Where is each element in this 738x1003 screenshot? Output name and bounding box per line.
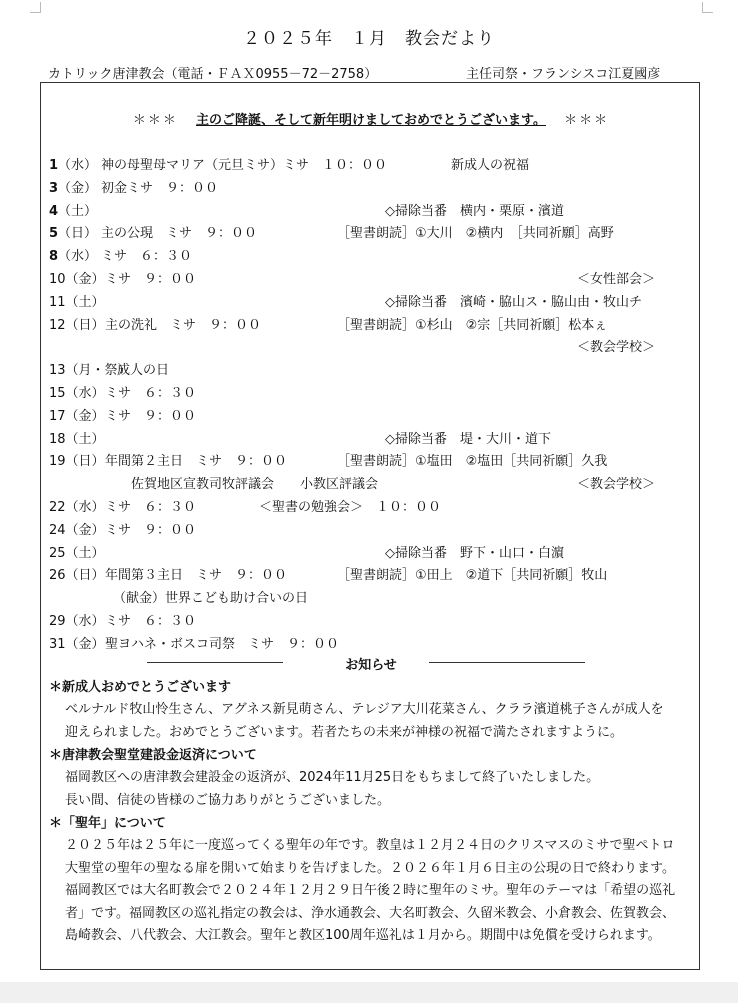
schedule-event: 成人の日 (117, 363, 170, 379)
schedule-weekday: （金） (65, 636, 105, 652)
schedule-weekday: （土） (65, 294, 105, 310)
page-corner-mark (702, 2, 713, 13)
schedule-row (49, 543, 695, 566)
schedule-note: 新成人の祝福 (451, 158, 530, 173)
schedule-row (49, 155, 695, 178)
schedule-date (49, 520, 105, 543)
window-bottom-strip (0, 982, 738, 1003)
schedule-event: 神の母聖母マリア（元旦ミサ）ミサ １０：００ (101, 158, 388, 173)
schedule-weekday: （水） (65, 499, 105, 515)
notice-adult (49, 677, 695, 744)
schedule-row (49, 451, 695, 474)
schedule-day-number: 17 (49, 408, 66, 424)
schedule-day-number: 13 (49, 363, 66, 379)
schedule-date (49, 543, 105, 566)
schedule-event: ミサ ６：３０ (101, 249, 193, 265)
schedule-row (49, 383, 695, 406)
notice-rule-right (429, 662, 585, 663)
notice-text: 長い間、信徒の皆様のご協力ありがとうございました。 (65, 792, 391, 808)
schedule-date (49, 451, 105, 474)
schedule-event: ミサ ６：３０ (105, 613, 197, 629)
notice-text: 島崎教会、八代教会、大江教会。聖年と教区100周年巡礼は１月から。期間中は免償を受けられます。 (65, 928, 661, 943)
schedule-weekday: （金） (65, 522, 105, 538)
schedule-row (49, 223, 695, 246)
schedule-list (49, 155, 695, 657)
schedule-day-number: 8 (49, 249, 59, 265)
schedule-day-number: 22 (49, 499, 66, 515)
schedule-row (49, 588, 695, 611)
schedule-row (49, 178, 695, 201)
schedule-row (49, 246, 695, 269)
notice-text: 者」です。福岡教区の巡礼指定の教会は、浄水通教会、大名町教会、久留米教会、小倉教会、佐賀教会、 (65, 905, 675, 921)
schedule-weekday: （水） (58, 158, 98, 173)
schedule-date (49, 315, 105, 338)
schedule-row (49, 497, 695, 520)
cleaning-duty: ◇掃除当番 野下・山口・白濵 (385, 545, 564, 561)
notice-header (41, 652, 701, 674)
schedule-date (49, 406, 105, 429)
notice-text: 福岡教区では大名町教会で２０２４年１２月２９日午後２時に聖年のミサ。聖年のテーマは「希望の巡礼 (65, 883, 676, 898)
schedule-date (49, 383, 105, 406)
schedule-row (49, 337, 695, 360)
priest-name: 主任司祭・フランシスコ江夏國彦 (466, 67, 661, 82)
schedule-date (49, 429, 105, 452)
schedule-day-number: 15 (49, 385, 66, 401)
schedule-event: ミサ ９：００ (105, 408, 197, 424)
notice-heading: ＊唐津教会聖堂建設金返済について (49, 748, 257, 763)
notice-heading: ＊新成人おめでとうございます (49, 680, 232, 695)
schedule-date (49, 223, 97, 246)
schedule-weekday: （水） (65, 613, 105, 629)
greeting-stars-right: ＊＊＊ (564, 113, 610, 128)
schedule-day-number: 18 (49, 431, 66, 447)
schedule-weekday: （金） (65, 271, 105, 287)
schedule-day-number: 5 (49, 226, 59, 242)
notice-title: お知らせ (345, 658, 397, 673)
schedule-row (49, 429, 695, 452)
schedule-date (49, 155, 97, 178)
schedule-row (49, 565, 695, 588)
schedule-group-event: ＜女性部会＞ (577, 271, 656, 287)
greeting-stars-left: ＊＊＊ (132, 113, 178, 128)
schedule-event: ミサ ６：３０ (105, 499, 197, 515)
schedule-day-number: 1 (49, 158, 59, 173)
schedule-weekday: （日） (65, 568, 105, 584)
notice-jubilee (49, 813, 695, 948)
schedule-group-event: ＜教会学校＞ (577, 340, 656, 356)
schedule-readers: ［聖書朗読］①大川 ②横内 ［共同祈願］高野 (337, 226, 614, 242)
schedule-weekday: （土） (65, 545, 105, 561)
notice-heading: ＊「聖年」について (49, 816, 166, 831)
schedule-weekday: （金） (65, 408, 105, 424)
schedule-event: 初金ミサ ９：００ (101, 180, 219, 196)
schedule-row (49, 292, 695, 315)
notice-text: ベルナルド牧山怜生さん、アグネス新見萌さん、テレジア大川花菜さん、クララ濱道桃子さんが成人を (65, 702, 664, 717)
schedule-day-number: 19 (49, 454, 66, 470)
schedule-day-number: 29 (49, 613, 66, 629)
schedule-event: （献金）世界こども助け合いの日 (113, 591, 309, 607)
schedule-event: 聖ヨハネ・ボスコ司祭 ミサ ９：００ (105, 636, 340, 652)
schedule-event: 年間第２主日 ミサ ９：００ (105, 454, 288, 470)
schedule-event: 佐賀地区宣教司牧評議会 小教区評議会 (131, 477, 379, 493)
schedule-weekday: （月・祭） (65, 363, 131, 379)
schedule-date (49, 565, 105, 588)
schedule-day-number: 12 (49, 317, 66, 333)
schedule-weekday: （水） (65, 385, 105, 401)
schedule-row (49, 269, 695, 292)
schedule-weekday: （金） (58, 180, 98, 196)
schedule-row (49, 406, 695, 429)
schedule-day-number: 10 (49, 271, 66, 287)
page-corner-mark (30, 2, 41, 13)
notice-text: 福岡教区への唐津教会建設金の返済が、2024年11月25日をもちまして終了いたしました。 (65, 770, 600, 785)
schedule-row (49, 474, 695, 497)
schedule-date (49, 201, 97, 224)
newsletter-frame (40, 82, 700, 970)
schedule-day-number: 31 (49, 636, 66, 652)
schedule-date (49, 292, 105, 315)
schedule-date (49, 497, 105, 520)
schedule-day-number: 25 (49, 545, 66, 561)
schedule-weekday: （日） (58, 226, 98, 242)
schedule-day-number: 26 (49, 568, 66, 584)
schedule-event: 主の公現 ミサ ９：００ (101, 226, 258, 242)
schedule-row (49, 611, 695, 634)
schedule-weekday: （水） (58, 249, 98, 265)
cleaning-duty: ◇掃除当番 堤・大川・道下 (385, 431, 551, 447)
notice-text: 迎えられました。おめでとうございます。若者たちの未来が神様の祝福で満たされますように。 (65, 724, 623, 740)
schedule-readers: ［聖書朗読］①塩田 ②塩田［共同祈願］久我 (337, 454, 608, 470)
schedule-date (49, 269, 105, 292)
schedule-weekday: （土） (58, 203, 98, 219)
schedule-weekday: （日） (65, 454, 105, 470)
schedule-event: ミサ ６：３０ (105, 385, 197, 401)
schedule-event: ミサ ９：００ (105, 522, 197, 538)
schedule-date (49, 178, 97, 201)
notice-text: 大聖堂の聖年の聖なる扉を開いて始まりを告げました。２０２６年１月６日主の公現の日で終わります。 (65, 860, 675, 876)
schedule-date (49, 246, 97, 269)
schedule-row (49, 201, 695, 224)
schedule-day-number: 3 (49, 180, 59, 196)
schedule-event: 年間第３主日 ミサ ９：００ (105, 568, 288, 584)
schedule-event: ミサ ９：００ (105, 271, 197, 287)
schedule-weekday: （日） (65, 317, 105, 333)
schedule-day-number: 11 (49, 294, 66, 310)
notice-fund (49, 745, 695, 812)
schedule-readers: ［聖書朗読］①杉山 ②宗［共同祈願］松本ぇ (337, 317, 608, 333)
greeting-line (41, 109, 701, 128)
schedule-row (49, 520, 695, 543)
schedule-day-number: 4 (49, 203, 59, 219)
schedule-row (49, 315, 695, 338)
document-title: ２０２５年 １月 教会だより (243, 29, 495, 49)
cleaning-duty: ◇掃除当番 横内・栗原・濱道 (385, 203, 564, 219)
schedule-row (49, 360, 695, 383)
schedule-weekday: （土） (65, 431, 105, 447)
schedule-extra: ＜聖書の勉強会＞ １０：００ (259, 499, 442, 515)
schedule-day-number: 24 (49, 522, 66, 538)
cleaning-duty: ◇掃除当番 濱崎・脇山ス・脇山由・牧山チ (385, 294, 642, 310)
church-contact: カトリック唐津教会（電話・ＦＡＸ0955－72－2758） (48, 67, 378, 82)
notice-text: ２０２５年は２５年に一度巡ってくる聖年の年です。教皇は１２月２４日のクリスマスのミサで聖ペトロ (65, 838, 675, 853)
schedule-event: 主の洗礼 ミサ ９：００ (105, 317, 262, 333)
schedule-group-event: ＜教会学校＞ (577, 477, 656, 493)
schedule-readers: ［聖書朗読］①田上 ②道下［共同祈願］牧山 (337, 568, 608, 584)
greeting-message: 主のご降誕、そして新年明けましておめでとうございます。 (196, 113, 546, 128)
schedule-date (49, 611, 105, 634)
